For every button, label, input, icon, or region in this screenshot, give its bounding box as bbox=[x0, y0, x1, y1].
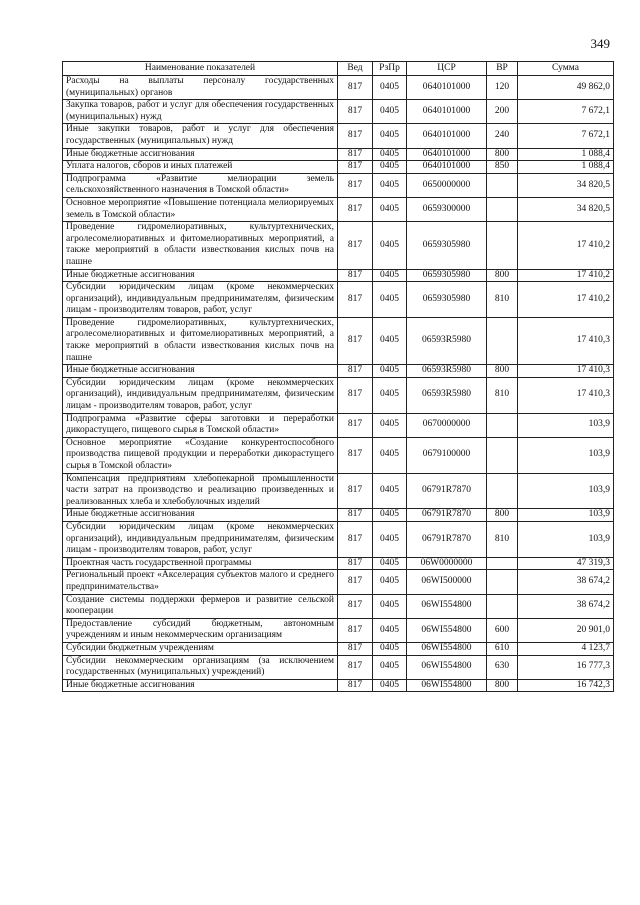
row-csr: 06WI554800 bbox=[407, 642, 487, 655]
header-sum: Сумма bbox=[518, 62, 614, 76]
row-vr: 120 bbox=[487, 76, 518, 100]
row-name: Предоставление субсидий бюджетным, автономным учреждениям и иным некоммерческим организациям bbox=[63, 618, 338, 642]
row-vr: 800 bbox=[487, 148, 518, 161]
row-vr bbox=[487, 557, 518, 570]
table-row bbox=[63, 173, 614, 197]
row-rzpr: 0405 bbox=[373, 222, 407, 269]
row-rzpr: 0405 bbox=[373, 173, 407, 197]
row-rzpr: 0405 bbox=[373, 124, 407, 148]
row-sum: 7 672,1 bbox=[518, 100, 614, 124]
row-name: Субсидии бюджетным учреждениям bbox=[63, 642, 338, 655]
table-header bbox=[63, 62, 614, 76]
row-sum: 38 674,2 bbox=[518, 570, 614, 594]
row-sum: 7 672,1 bbox=[518, 124, 614, 148]
row-rzpr: 0405 bbox=[373, 269, 407, 282]
row-name: Проведение гидромелиоративных, культуртехнических, агролесомелиоративных и фитомелиоративных мероприятий, а также мероприятий в области известкования кислых почв на пашне bbox=[63, 317, 338, 364]
row-rzpr: 0405 bbox=[373, 473, 407, 509]
row-rzpr: 0405 bbox=[373, 148, 407, 161]
row-rzpr: 0405 bbox=[373, 557, 407, 570]
row-vr: 810 bbox=[487, 282, 518, 318]
row-ved: 817 bbox=[338, 173, 373, 197]
row-ved: 817 bbox=[338, 76, 373, 100]
row-csr: 06WI554800 bbox=[407, 594, 487, 618]
row-sum: 4 123,7 bbox=[518, 642, 614, 655]
row-sum: 103,9 bbox=[518, 473, 614, 509]
row-name: Субсидии юридическим лицам (кроме некоммерческих организаций), индивидуальным предпринимателям, физическим лицам - производителям товаров, работ, услуг bbox=[63, 377, 338, 413]
row-name: Компенсация предприятиям хлебопекарной промышленности части затрат на производство и реализацию произведенных и реализованных хлеба и хлебобулочных изделий bbox=[63, 473, 338, 509]
row-ved: 817 bbox=[338, 570, 373, 594]
row-csr: 0659305980 bbox=[407, 222, 487, 269]
row-name: Создание системы поддержки фермеров и развитие сельской кооперации bbox=[63, 594, 338, 618]
row-name: Основное мероприятие «Повышение потенциала мелиорируемых земель в Томской области» bbox=[63, 197, 338, 221]
row-ved: 817 bbox=[338, 161, 373, 174]
row-csr: 0659300000 bbox=[407, 197, 487, 221]
table-row bbox=[63, 124, 614, 148]
row-vr: 800 bbox=[487, 679, 518, 692]
table-row bbox=[63, 269, 614, 282]
budget-table bbox=[62, 61, 614, 692]
table-row bbox=[63, 521, 614, 557]
row-sum: 16 742,3 bbox=[518, 679, 614, 692]
table-row bbox=[63, 282, 614, 318]
row-sum: 17 410,2 bbox=[518, 222, 614, 269]
row-rzpr: 0405 bbox=[373, 413, 407, 437]
row-csr: 06W0000000 bbox=[407, 557, 487, 570]
row-rzpr: 0405 bbox=[373, 570, 407, 594]
row-vr: 810 bbox=[487, 521, 518, 557]
row-sum: 103,9 bbox=[518, 413, 614, 437]
table-row bbox=[63, 655, 614, 679]
row-vr: 850 bbox=[487, 161, 518, 174]
row-csr: 0670000000 bbox=[407, 413, 487, 437]
row-rzpr: 0405 bbox=[373, 618, 407, 642]
row-ved: 817 bbox=[338, 679, 373, 692]
row-name: Субсидии некоммерческим организациям (за исключением государственных (муниципальных) учреждений) bbox=[63, 655, 338, 679]
row-rzpr: 0405 bbox=[373, 679, 407, 692]
row-vr: 600 bbox=[487, 618, 518, 642]
row-name: Проведение гидромелиоративных, культуртехнических, агролесомелиоративных и фитомелиоративных мероприятий, а также мероприятий в области известкования кислых почв на пашне bbox=[63, 222, 338, 269]
row-sum: 47 319,3 bbox=[518, 557, 614, 570]
row-ved: 817 bbox=[338, 197, 373, 221]
row-sum: 103,9 bbox=[518, 437, 614, 473]
row-vr bbox=[487, 570, 518, 594]
row-vr: 610 bbox=[487, 642, 518, 655]
row-csr: 06791R7870 bbox=[407, 509, 487, 522]
row-rzpr: 0405 bbox=[373, 282, 407, 318]
row-name: Проектная часть государственной программы bbox=[63, 557, 338, 570]
row-rzpr: 0405 bbox=[373, 642, 407, 655]
row-ved: 817 bbox=[338, 377, 373, 413]
row-csr: 06WI554800 bbox=[407, 655, 487, 679]
row-vr bbox=[487, 413, 518, 437]
table-row bbox=[63, 557, 614, 570]
table-row bbox=[63, 76, 614, 100]
row-rzpr: 0405 bbox=[373, 377, 407, 413]
table-row bbox=[63, 317, 614, 364]
row-name: Иные бюджетные ассигнования bbox=[63, 679, 338, 692]
row-vr: 630 bbox=[487, 655, 518, 679]
table-row bbox=[63, 222, 614, 269]
row-rzpr: 0405 bbox=[373, 100, 407, 124]
row-csr: 06593R5980 bbox=[407, 317, 487, 364]
row-vr: 200 bbox=[487, 100, 518, 124]
row-sum: 34 820,5 bbox=[518, 173, 614, 197]
row-sum: 17 410,3 bbox=[518, 317, 614, 364]
row-csr: 06593R5980 bbox=[407, 365, 487, 378]
row-sum: 103,9 bbox=[518, 521, 614, 557]
row-rzpr: 0405 bbox=[373, 197, 407, 221]
row-sum: 17 410,3 bbox=[518, 377, 614, 413]
row-rzpr: 0405 bbox=[373, 655, 407, 679]
row-name: Иные бюджетные ассигнования bbox=[63, 509, 338, 522]
row-ved: 817 bbox=[338, 655, 373, 679]
table-row bbox=[63, 618, 614, 642]
row-ved: 817 bbox=[338, 473, 373, 509]
row-ved: 817 bbox=[338, 222, 373, 269]
row-ved: 817 bbox=[338, 317, 373, 364]
row-ved: 817 bbox=[338, 282, 373, 318]
header-ved: Вед bbox=[338, 62, 373, 76]
row-csr: 06791R7870 bbox=[407, 473, 487, 509]
table-row bbox=[63, 197, 614, 221]
row-csr: 0659305980 bbox=[407, 269, 487, 282]
row-ved: 817 bbox=[338, 557, 373, 570]
table-row bbox=[63, 161, 614, 174]
row-ved: 817 bbox=[338, 124, 373, 148]
row-rzpr: 0405 bbox=[373, 594, 407, 618]
row-vr bbox=[487, 197, 518, 221]
table-row bbox=[63, 679, 614, 692]
row-csr: 06WI500000 bbox=[407, 570, 487, 594]
row-sum: 17 410,2 bbox=[518, 282, 614, 318]
row-sum: 38 674,2 bbox=[518, 594, 614, 618]
row-csr: 06WI554800 bbox=[407, 679, 487, 692]
row-sum: 1 088,4 bbox=[518, 148, 614, 161]
row-ved: 817 bbox=[338, 365, 373, 378]
row-vr: 800 bbox=[487, 269, 518, 282]
row-csr: 06791R7870 bbox=[407, 521, 487, 557]
row-vr bbox=[487, 173, 518, 197]
row-vr: 240 bbox=[487, 124, 518, 148]
row-rzpr: 0405 bbox=[373, 317, 407, 364]
row-csr: 06WI554800 bbox=[407, 618, 487, 642]
row-csr: 0650000000 bbox=[407, 173, 487, 197]
page-number: 349 bbox=[590, 36, 610, 51]
row-name: Субсидии юридическим лицам (кроме некоммерческих организаций), индивидуальным предпринимателям, физическим лицам - производителям товаров, работ, услуг bbox=[63, 521, 338, 557]
row-rzpr: 0405 bbox=[373, 76, 407, 100]
header-vr: ВР bbox=[487, 62, 518, 76]
row-ved: 817 bbox=[338, 148, 373, 161]
row-ved: 817 bbox=[338, 100, 373, 124]
table-row bbox=[63, 509, 614, 522]
row-vr: 810 bbox=[487, 377, 518, 413]
row-sum: 17 410,3 bbox=[518, 365, 614, 378]
table-row bbox=[63, 377, 614, 413]
row-name: Субсидии юридическим лицам (кроме некоммерческих организаций), индивидуальным предпринимателям, физическим лицам - производителям товаров, работ, услуг bbox=[63, 282, 338, 318]
row-vr bbox=[487, 473, 518, 509]
row-vr bbox=[487, 222, 518, 269]
row-ved: 817 bbox=[338, 437, 373, 473]
row-name: Иные бюджетные ассигнования bbox=[63, 269, 338, 282]
row-csr: 0659305980 bbox=[407, 282, 487, 318]
row-sum: 103,9 bbox=[518, 509, 614, 522]
row-csr: 06593R5980 bbox=[407, 377, 487, 413]
table-row bbox=[63, 148, 614, 161]
row-vr bbox=[487, 437, 518, 473]
row-csr: 0640101000 bbox=[407, 161, 487, 174]
table-row bbox=[63, 570, 614, 594]
row-name: Региональный проект «Акселерация субъектов малого и среднего предпринимательства» bbox=[63, 570, 338, 594]
row-vr: 800 bbox=[487, 365, 518, 378]
row-name: Иные бюджетные ассигнования bbox=[63, 148, 338, 161]
row-rzpr: 0405 bbox=[373, 521, 407, 557]
row-rzpr: 0405 bbox=[373, 365, 407, 378]
row-name: Уплата налогов, сборов и иных платежей bbox=[63, 161, 338, 174]
row-ved: 817 bbox=[338, 413, 373, 437]
header-name: Наименование показателей bbox=[63, 62, 338, 76]
row-ved: 817 bbox=[338, 521, 373, 557]
row-name: Закупка товаров, работ и услуг для обеспечения государственных (муниципальных) нужд bbox=[63, 100, 338, 124]
table-row bbox=[63, 594, 614, 618]
table-row bbox=[63, 365, 614, 378]
row-name: Подпрограмма «Развитие мелиорации земель сельскохозяйственного назначения в Томской области» bbox=[63, 173, 338, 197]
row-name: Иные бюджетные ассигнования bbox=[63, 365, 338, 378]
header-rzpr: РзПр bbox=[373, 62, 407, 76]
row-ved: 817 bbox=[338, 594, 373, 618]
header-row bbox=[63, 62, 614, 76]
row-csr: 0640101000 bbox=[407, 100, 487, 124]
row-rzpr: 0405 bbox=[373, 161, 407, 174]
table-row bbox=[63, 437, 614, 473]
row-rzpr: 0405 bbox=[373, 509, 407, 522]
table-row bbox=[63, 100, 614, 124]
row-ved: 817 bbox=[338, 618, 373, 642]
row-ved: 817 bbox=[338, 509, 373, 522]
table-row bbox=[63, 473, 614, 509]
header-csr: ЦСР bbox=[407, 62, 487, 76]
row-csr: 0679100000 bbox=[407, 437, 487, 473]
row-name: Иные закупки товаров, работ и услуг для обеспечения государственных (муниципальных) нужд bbox=[63, 124, 338, 148]
row-sum: 20 901,0 bbox=[518, 618, 614, 642]
row-sum: 34 820,5 bbox=[518, 197, 614, 221]
row-sum: 1 088,4 bbox=[518, 161, 614, 174]
row-vr: 800 bbox=[487, 509, 518, 522]
table-row bbox=[63, 642, 614, 655]
row-csr: 0640101000 bbox=[407, 76, 487, 100]
row-sum: 17 410,2 bbox=[518, 269, 614, 282]
row-csr: 0640101000 bbox=[407, 124, 487, 148]
row-sum: 49 862,0 bbox=[518, 76, 614, 100]
row-vr bbox=[487, 594, 518, 618]
table-body bbox=[63, 76, 614, 692]
row-vr bbox=[487, 317, 518, 364]
row-ved: 817 bbox=[338, 642, 373, 655]
row-name: Подпрограмма «Развитие сферы заготовки и переработки дикорастущего, пищевого сырья в Томской области» bbox=[63, 413, 338, 437]
row-name: Основное мероприятие «Создание конкурентоспособного производства пищевой продукции и переработки дикорастущего сырья в Томской области» bbox=[63, 437, 338, 473]
table-row bbox=[63, 413, 614, 437]
row-name: Расходы на выплаты персоналу государственных (муниципальных) органов bbox=[63, 76, 338, 100]
row-csr: 0640101000 bbox=[407, 148, 487, 161]
row-rzpr: 0405 bbox=[373, 437, 407, 473]
row-sum: 16 777,3 bbox=[518, 655, 614, 679]
row-ved: 817 bbox=[338, 269, 373, 282]
